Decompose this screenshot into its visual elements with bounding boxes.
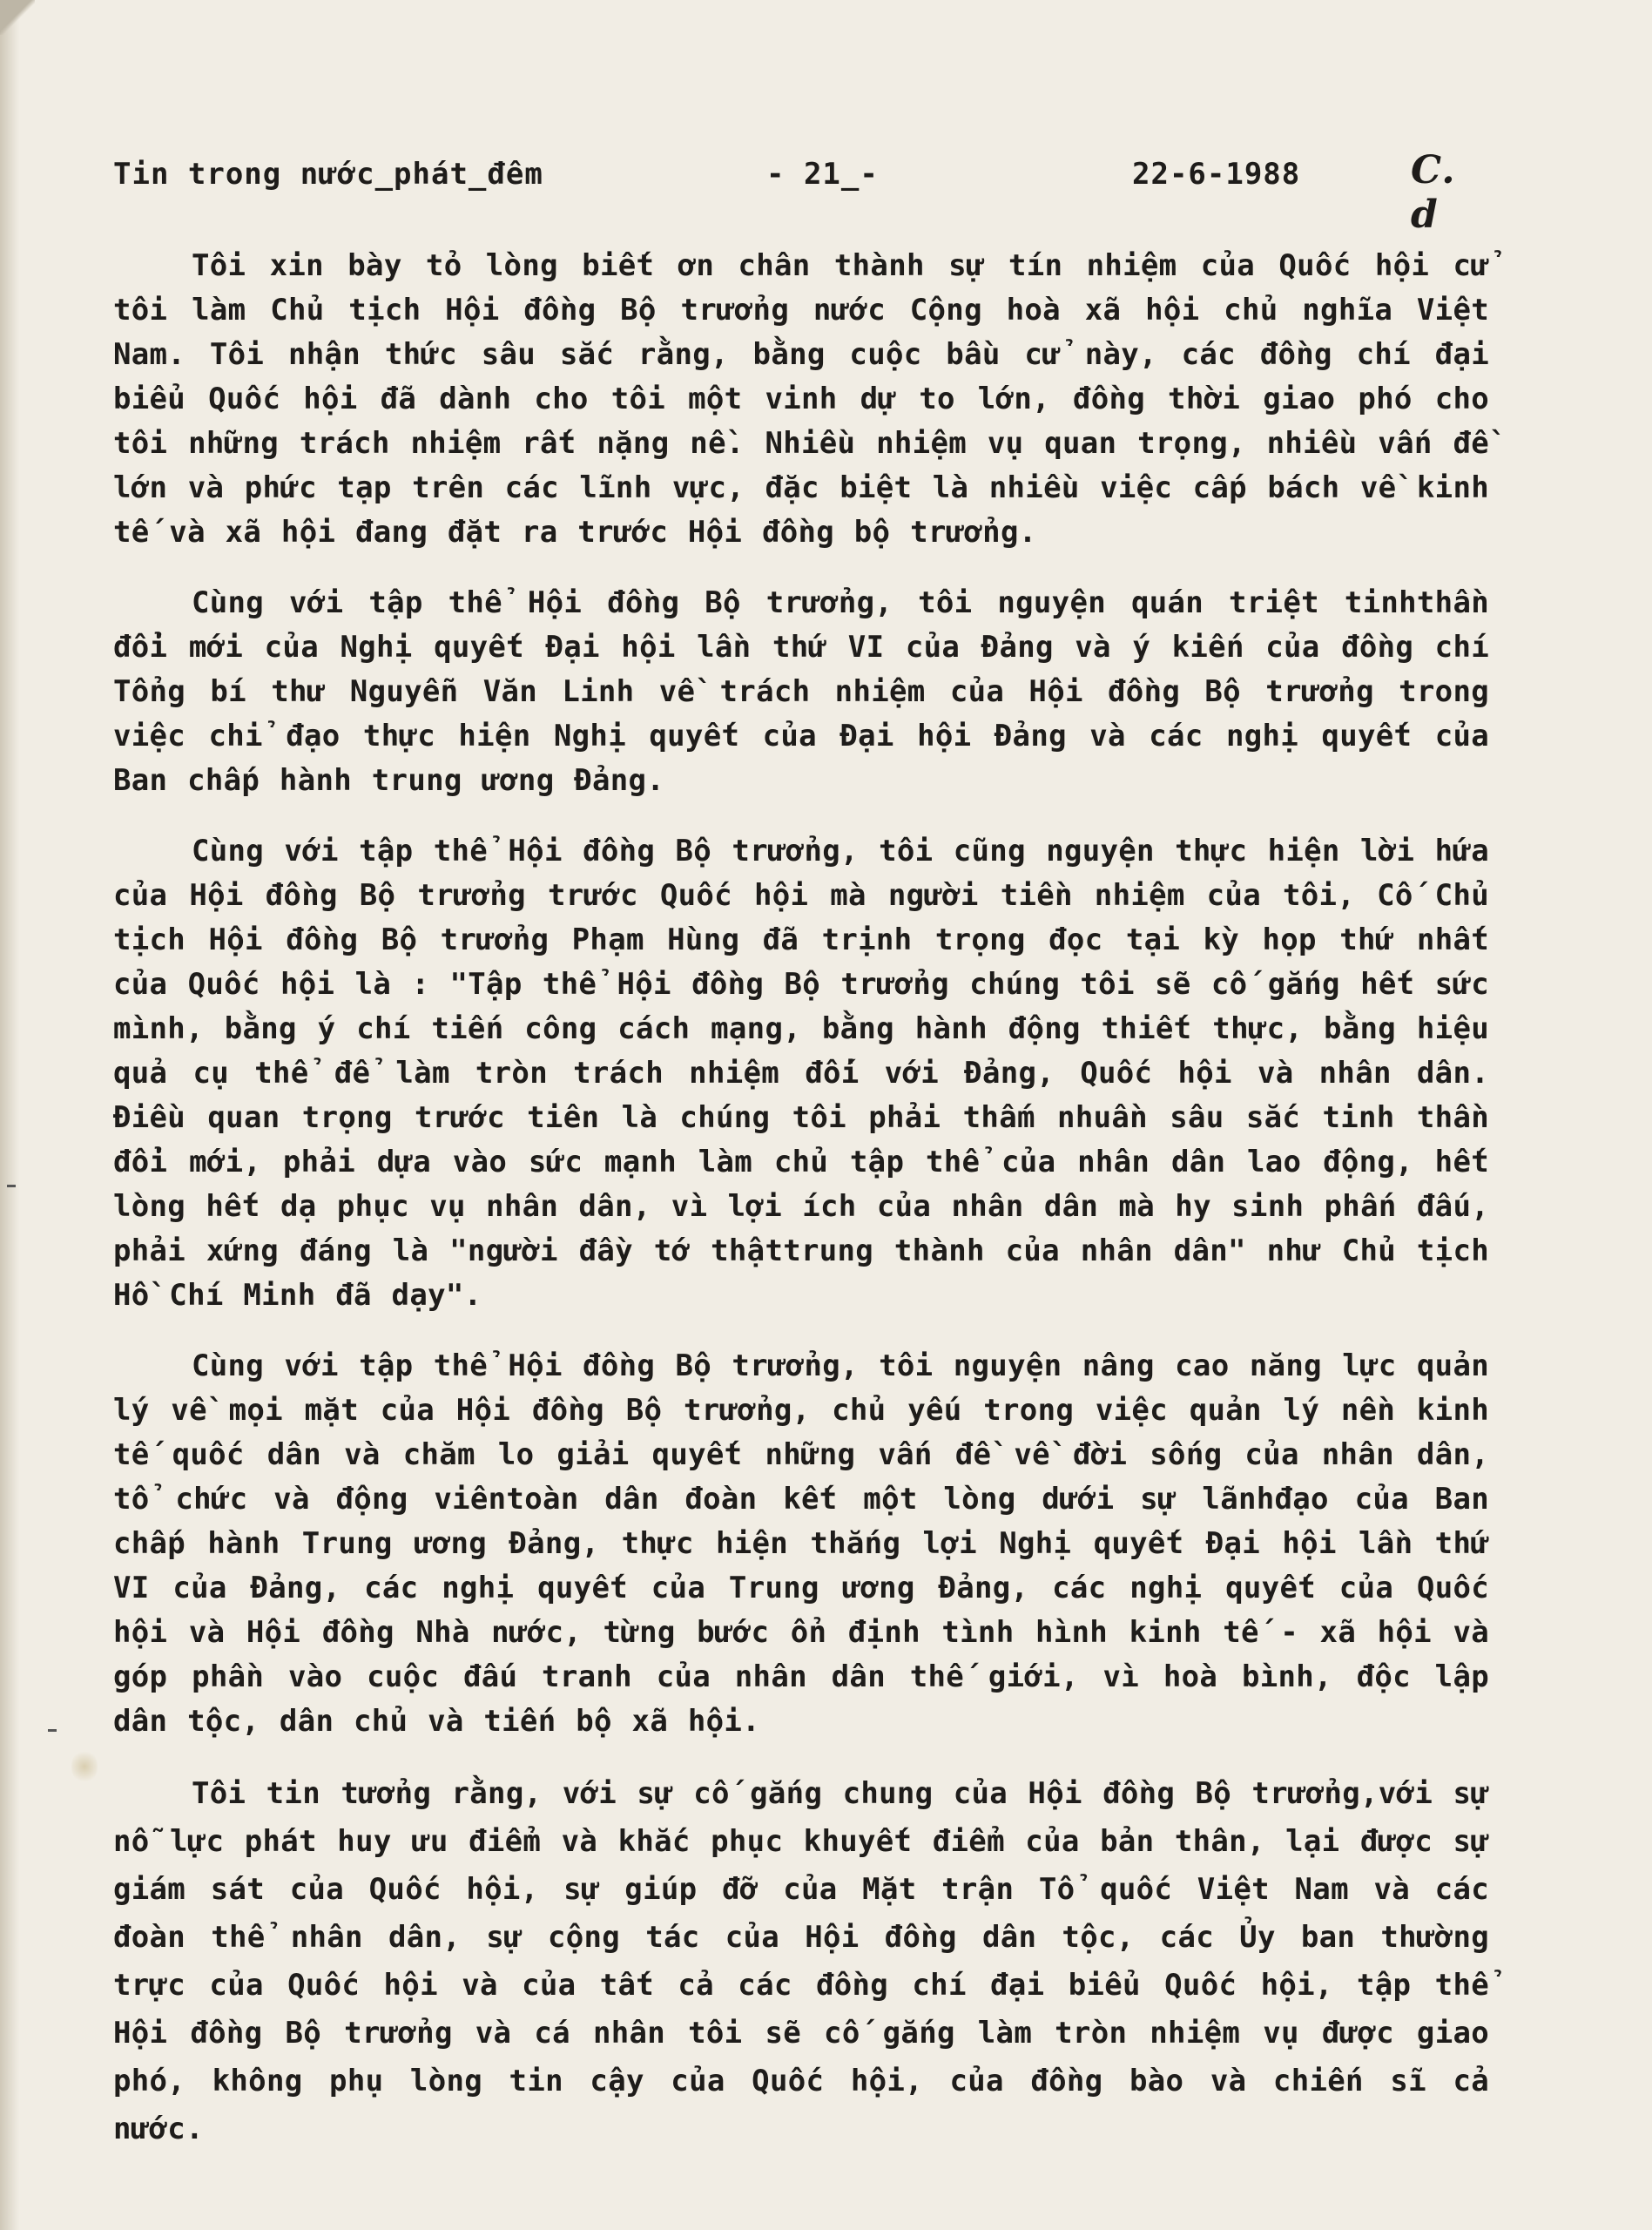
page-number: - 21_- [766, 157, 879, 192]
header-source: Tin trong nước_phát_đêm [113, 157, 543, 192]
header-annotation: C. d [1411, 148, 1456, 237]
header-date: 22-6-1988 [1132, 157, 1301, 192]
paper-stain [71, 1749, 98, 1784]
margin-mark [48, 1729, 57, 1732]
folded-corner [0, 0, 35, 35]
page-edge-shadow [0, 0, 19, 2230]
paragraph-2: Cùng với tập thể Hội đồng Bộ trưởng, tôi nguyện quán triệt tinhthần đổi mới của Nghị quyết Đại hội lần thứ VI của Đảng và ý kiến của đồng chí Tổng bí thư Nguyễn Văn Linh về trách nhiệm của Hội đồng Bộ trưởng trong việc chỉ đạo thực hiện Nghị quyết của Đại hội Đảng và các nghị quyết của Ban chấp hành trung ương Đảng. [113, 585, 1489, 798]
paragraph-5: Tôi tin tưởng rằng, với sự cố gắng chung của Hội đồng Bộ trưởng,với sự nỗ lực phát huy ưu điểm và khắc phục khuyết điểm của bản thân, lại được sự giám sát của Quốc hội, sự giúp đỡ của Mặt trận Tổ quốc Việt Nam và các đoàn thể nhân dân, sự cộng tác của Hội đồng dân tộc, các Ủy ban thường trực của Quốc hội và của tất cả các đồng chí đại biểu Quốc hội, tập thể Hội đồng Bộ trưởng và cá nhân tôi sẽ cố gắng làm tròn nhiệm vụ được giao phó, không phụ lòng tin cậy của Quốc hội, của đồng bào và chiến sĩ cả nước. [113, 1776, 1489, 2146]
paragraph-4: Cùng với tập thể Hội đồng Bộ trưởng, tôi nguyện nâng cao năng lực quản lý về mọi mặt của Hội đồng Bộ trưởng, chủ yếu trong việc quản lý nền kinh tế quốc dân và chăm lo giải quyết những vấn đề về đời sống của nhân dân, tổ chức và động viêntoàn dân đoàn kết một lòng dưới sự lãnhđạo của Ban chấp hành Trung ương Đảng, thực hiện thắng lợi Nghị quyết Đại hội lần thứ VI của Đảng, các nghị quyết của Trung ương Đảng, các nghị quyết của Quốc hội và Hội đồng Nhà nước, từng bước ổn định tình hình kinh tế - xã hội và góp phần vào cuộc đấu tranh của nhân dân thế giới, vì hoà bình, độc lập dân tộc, dân chủ và tiến bộ xã hội. [113, 1348, 1489, 1739]
page-header [113, 148, 1456, 237]
paragraph-3: Cùng với tập thể Hội đồng Bộ trưởng, tôi cũng nguyện thực hiện lời hứa của Hội đồng Bộ trưởng trước Quốc hội mà người tiền nhiệm của tôi, Cố Chủ tịch Hội đồng Bộ trưởng Phạm Hùng đã trịnh trọng đọc tại kỳ họp thứ nhất của Quốc hội là : "Tập thể Hội đồng Bộ trưởng chúng tôi sẽ cố gắng hết sức mình, bằng ý chí tiến công cách mạng, bằng hành động thiết thực, bằng hiệu quả cụ thể để làm tròn trách nhiệm đối với Đảng, Quốc hội và nhân dân. Điều quan trọng trước tiên là chúng tôi phải thấm nhuần sâu sắc tinh thần đổi mới, phải dựa vào sức mạnh làm chủ tập thể của nhân dân lao động, hết lòng hết dạ phục vụ nhân dân, vì lợi ích của nhân dân mà hy sinh phấn đấu, phải xứng đáng là "người đầy tớ thậttrung thành của nhân dân" như Chủ tịch Hồ Chí Minh đã dạy". [113, 834, 1489, 1313]
margin-mark [7, 1185, 16, 1187]
document-body [113, 244, 1489, 2179]
paragraph-1: Tôi xin bày tỏ lòng biết ơn chân thành sự tín nhiệm của Quốc hội cử tôi làm Chủ tịch Hội đồng Bộ trưởng nước Cộng hoà xã hội chủ nghĩa Việt Nam. Tôi nhận thức sâu sắc rằng, bằng cuộc bầu cử này, các đồng chí đại biểu Quốc hội đã dành cho tôi một vinh dự to lớn, đồng thời giao phó cho tôi những trách nhiệm rất nặng nề. Nhiều nhiệm vụ quan trọng, nhiều vấn đề lớn và phức tạp trên các lĩnh vực, đặc biệt là nhiều việc cấp bách về kinh tế và xã hội đang đặt ra trước Hội đồng bộ trưởng. [113, 248, 1489, 550]
